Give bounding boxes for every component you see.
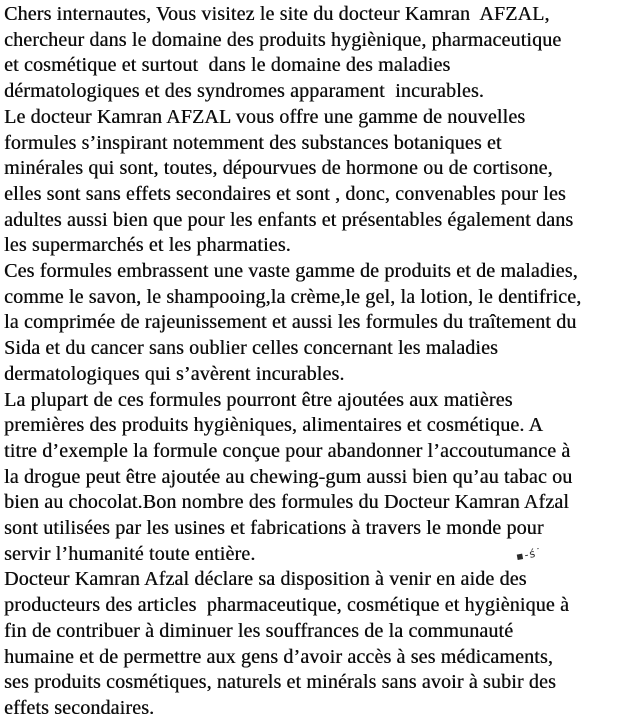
text-line: Sida et du cancer sans oublier celles concernant les maladies — [4, 337, 498, 360]
text-line: dérmatologiques et des syndromes apparament incurables. — [4, 80, 484, 103]
text-line: servir l’humanité toute entière. — [4, 542, 256, 565]
text-line: Chers internautes, Vous visitez le site du docteur Kamran AFZAL, — [4, 3, 550, 25]
text-line: les supermarchés et les pharmaties. — [4, 234, 291, 257]
text-line: la drogue peut être ajoutée au chewing-gum aussi bien qu’au tabac ou — [4, 465, 573, 488]
text-line: bien au chocolat.Bon nombre des formules du Docteur Kamran Afzal — [4, 491, 569, 514]
text-line: La plupart de ces formules pourront être ajoutées aux matières — [4, 388, 513, 411]
text-line: Le docteur Kamran AFZAL vous offre une gamme de nouvelles — [4, 105, 526, 128]
text-line: formules s’inspirant notemment des substances botaniques et — [4, 131, 502, 154]
text-line: la comprimée de rajeunissement et aussi les formules du traîtement du — [4, 311, 577, 334]
text-line: producteurs des articles pharmaceutique, cosmétique et hygiènique à — [4, 594, 569, 617]
text-line: chercheur dans le domaine des produits hygiènique, pharmaceutique — [4, 28, 562, 51]
scan-artifact-mark: ▪-ś˙ — [515, 545, 544, 564]
text-line: ses produits cosmétiques, naturels et minérals sans avoir à subir des — [4, 671, 556, 694]
text-line: titre d’exemple la formule conçue pour abandonner l’accoutumance à — [4, 439, 571, 462]
text-line: adultes aussi bien que pour les enfants et présentables également dans — [4, 208, 574, 231]
text-line: premières des produits hygièniques, alimentaires et cosmétique. A — [4, 414, 544, 437]
text-line: fin de contribuer à diminuer les souffrances de la communauté — [4, 619, 514, 642]
text-line: humaine et de permettre aux gens d’avoir accès à ses médicaments, — [4, 645, 553, 668]
text-line: effets secondaires. — [4, 696, 155, 719]
text-line: comme le savon, le shampooing,la crème,le gel, la lotion, le dentifrice, — [4, 285, 582, 308]
text-line: Ces formules embrassent une vaste gamme de produits et de maladies, — [4, 260, 578, 283]
text-line: elles sont sans effets secondaires et sont , donc, convenables pour les — [4, 182, 566, 205]
text-line: dermatologiques qui s’avèrent incurables. — [4, 362, 345, 385]
text-line: et cosmétique et surtout dans le domaine des maladies — [4, 54, 451, 77]
text-line: sont utilisées par les usines et fabrications à travers le monde pour — [4, 517, 544, 540]
text-line: Docteur Kamran Afzal déclare sa disposition à venir en aide des — [4, 568, 527, 591]
text-line: minérales qui sont, toutes, dépourvues de hormone ou de cortisone, — [4, 157, 553, 180]
